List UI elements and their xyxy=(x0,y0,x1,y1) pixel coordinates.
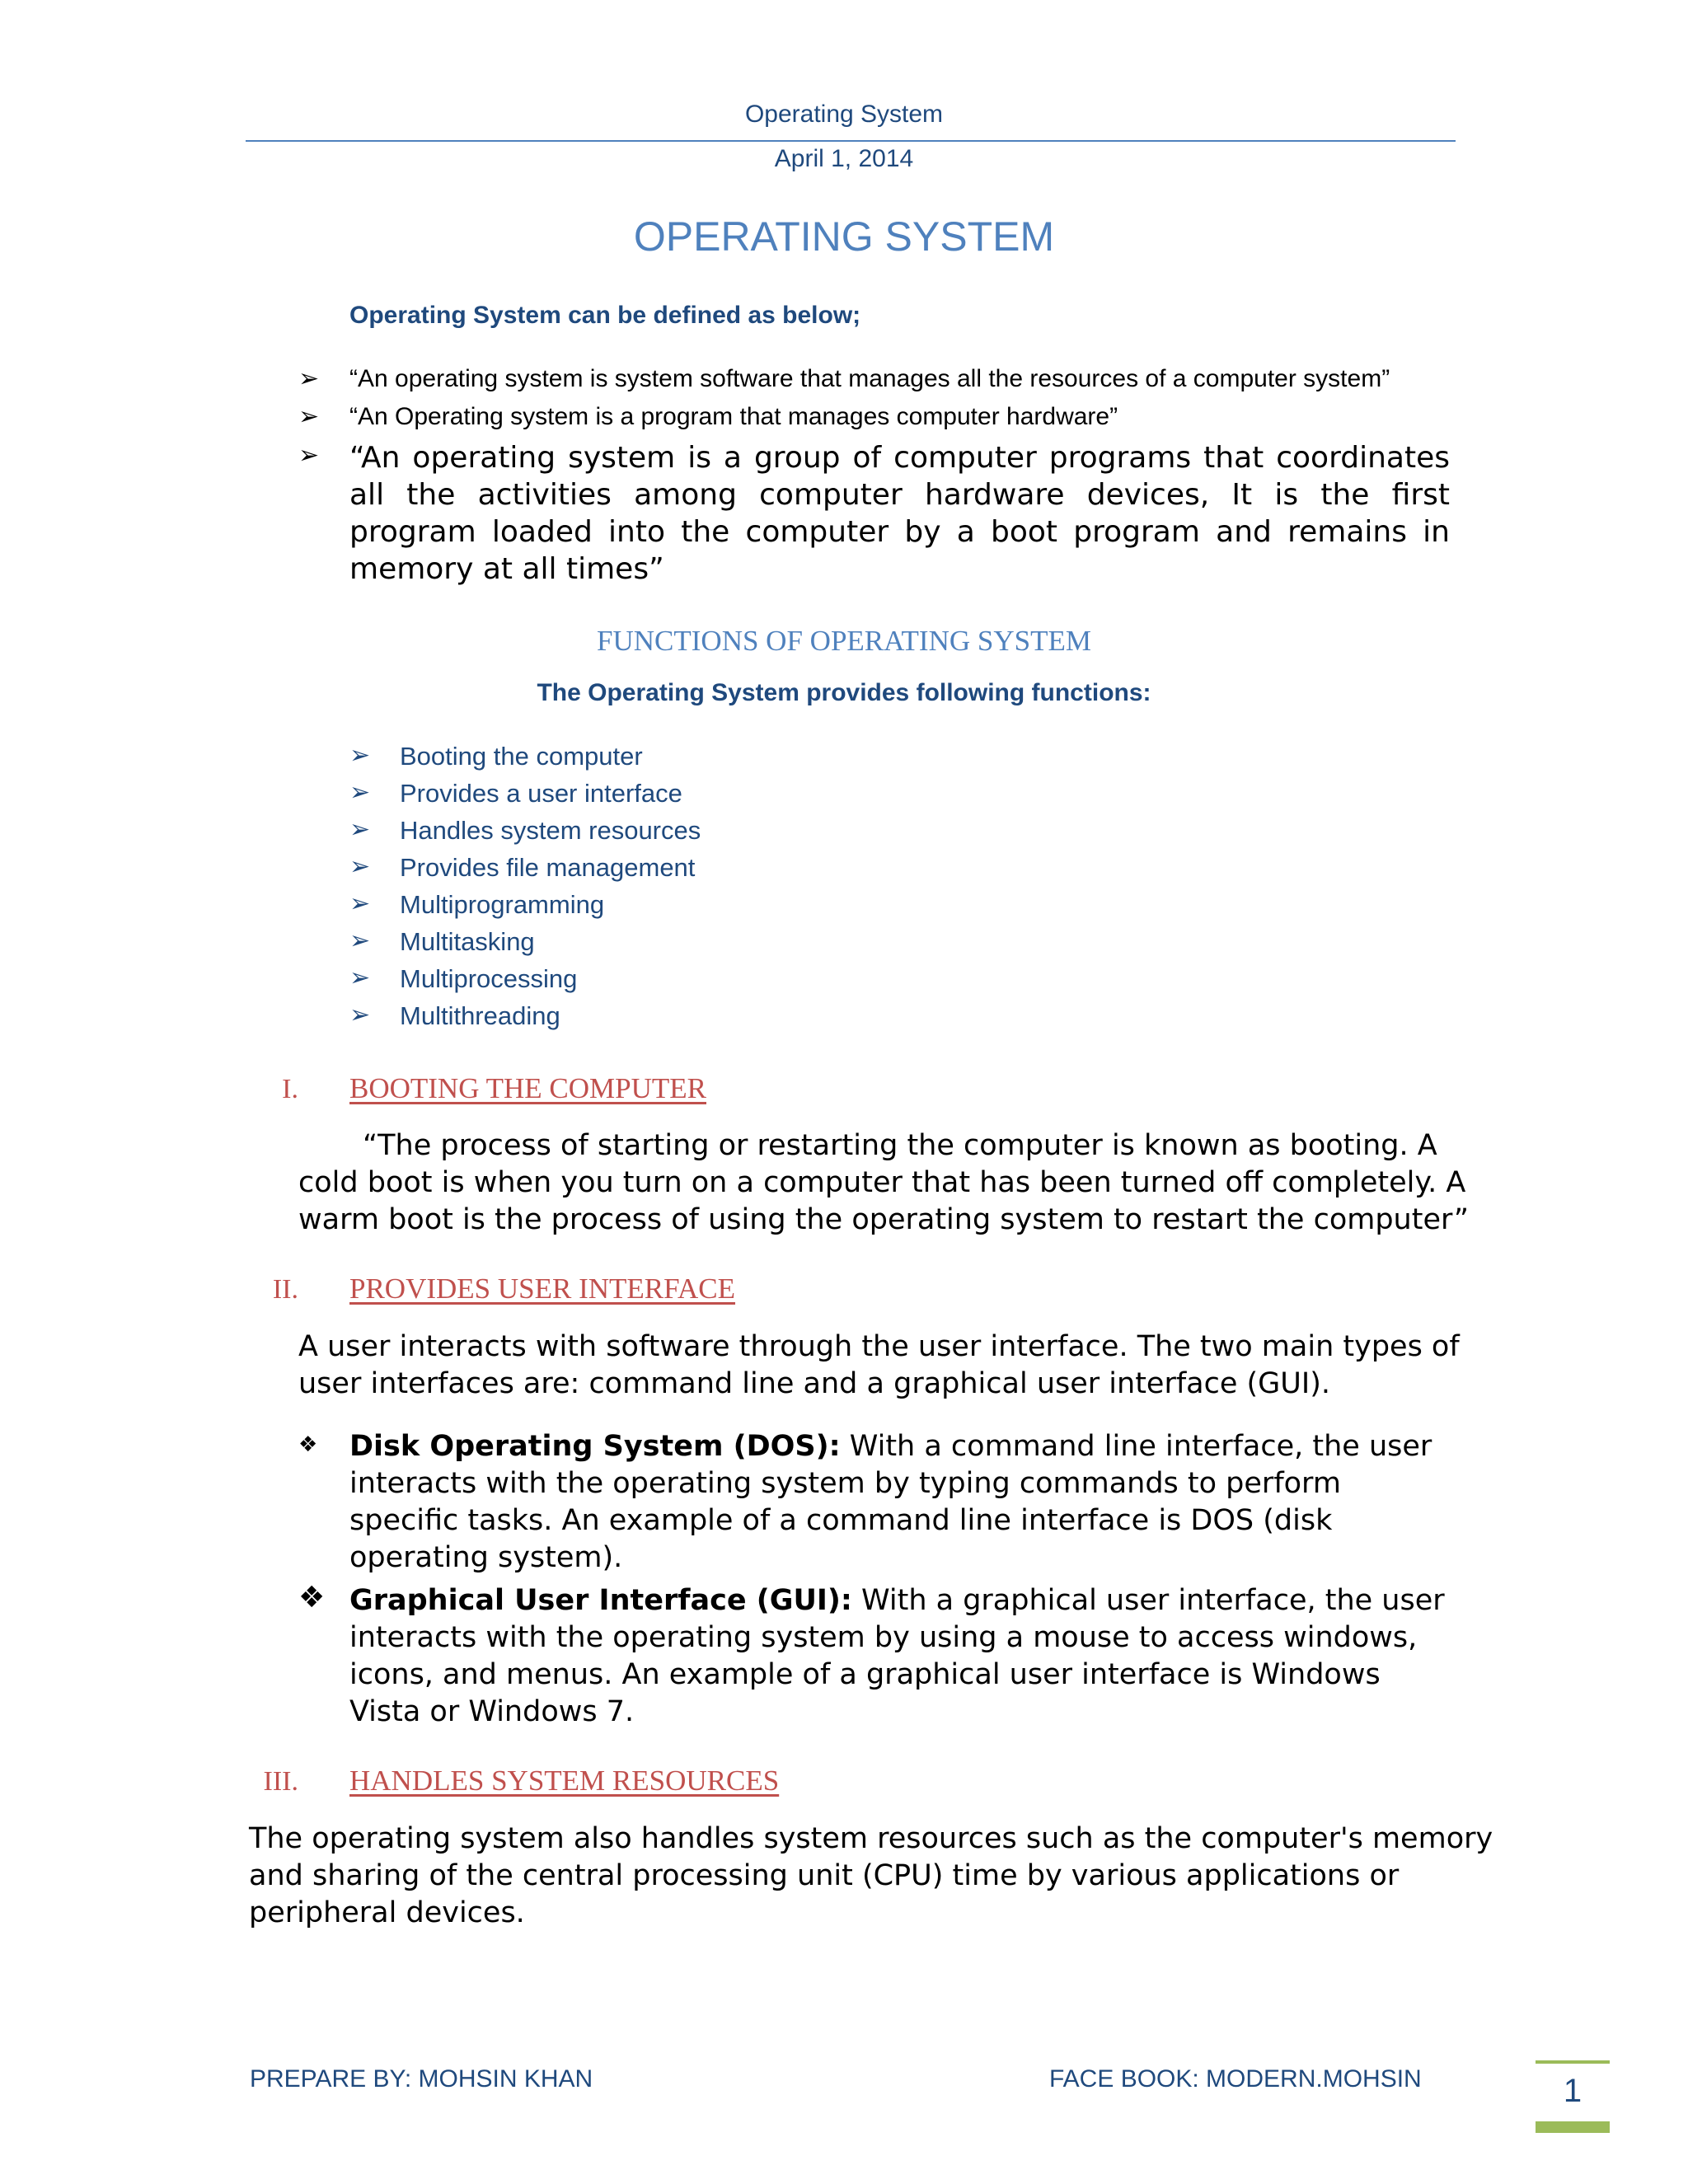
running-header-date: April 1, 2014 xyxy=(774,145,914,172)
function-item: Multithreading xyxy=(400,1001,560,1030)
arrow-bullet-icon: ➢ xyxy=(349,889,371,918)
section-number: I. xyxy=(282,1074,298,1104)
page-title: OPERATING SYSTEM xyxy=(633,213,1055,260)
page-number: 1 xyxy=(1563,2073,1582,2109)
booting-paragraph-line: cold boot is when you turn on a computer that has been turned off completely. A xyxy=(298,1166,1466,1199)
gui-bullet xyxy=(349,1582,1454,1731)
functions-subheading: The Operating System provides following functions: xyxy=(537,679,1151,706)
resources-paragraph-line: The operating system also handles system resources such as the computer's memory xyxy=(249,1822,1493,1855)
arrow-bullet-icon: ➢ xyxy=(349,852,371,881)
gui-term: Graphical User Interface (GUI): xyxy=(349,1584,852,1617)
functions-heading: FUNCTIONS OF OPERATING SYSTEM xyxy=(597,625,1091,657)
arrow-bullet-icon: ➢ xyxy=(298,441,320,470)
ui-paragraph-line: A user interacts with software through the user interface. The two main types of xyxy=(298,1330,1460,1363)
gui-description: With a graphical user interface, the user interacts with the operating system by using a mouse to access windows, icons, and menus. An example of a graphical user interface is Windows Vista or Windows 7. xyxy=(349,1584,1445,1728)
dos-bullet xyxy=(349,1428,1454,1577)
section-heading-system-resources: HANDLES SYSTEM RESOURCES xyxy=(349,1765,780,1797)
booting-paragraph-line: “The process of starting or restarting the computer is known as booting. A xyxy=(363,1129,1437,1162)
function-item: Multiprocessing xyxy=(400,964,578,993)
running-header-title: Operating System xyxy=(744,101,944,128)
booting-paragraph-line: warm boot is the process of using the operating system to restart the computer” xyxy=(298,1203,1469,1236)
resources-paragraph-line: peripheral devices. xyxy=(249,1896,525,1929)
diamond-bullet-icon: ❖ xyxy=(298,1432,318,1457)
section-heading-booting: BOOTING THE COMPUTER xyxy=(349,1072,706,1104)
page-number-top-rule xyxy=(1536,2060,1610,2064)
function-item: Handles system resources xyxy=(400,816,701,845)
arrow-bullet-icon: ➢ xyxy=(349,963,371,992)
page-number-bottom-bar xyxy=(1536,2121,1610,2133)
definition-1: “An operating system is system software that manages all the resources of a computer system” xyxy=(349,365,1390,392)
section-heading-user-interface: PROVIDES USER INTERFACE xyxy=(349,1272,736,1305)
definitions-heading: Operating System can be defined as below; xyxy=(349,302,861,329)
arrow-bullet-icon: ➢ xyxy=(349,741,371,770)
function-item: Booting the computer xyxy=(400,742,643,771)
arrow-bullet-icon: ➢ xyxy=(349,815,371,844)
arrow-bullet-icon: ➢ xyxy=(298,402,320,431)
footer-author: PREPARE BY: MOHSIN KHAN xyxy=(250,2065,593,2093)
header-divider xyxy=(246,140,1456,142)
dos-term: Disk Operating System (DOS): xyxy=(349,1430,841,1463)
arrow-bullet-icon: ➢ xyxy=(349,1001,371,1029)
footer-facebook: FACE BOOK: MODERN.MOHSIN xyxy=(1049,2065,1422,2093)
definition-3: “An operating system is a group of computer programs that coordinates all the activities among computer hardware devices, It is the first program loaded into the computer by a boot program and remains in memory at all times” xyxy=(349,441,1450,586)
function-item: Multitasking xyxy=(400,927,535,956)
ui-paragraph-line: user interfaces are: command line and a graphical user interface (GUI). xyxy=(298,1367,1331,1400)
section-number: II. xyxy=(272,1274,298,1305)
definition-2: “An Operating system is a program that manages computer hardware” xyxy=(349,403,1118,430)
resources-paragraph-line: and sharing of the central processing unit (CPU) time by various applications or xyxy=(249,1859,1400,1892)
function-item: Provides a user interface xyxy=(400,779,682,808)
arrow-bullet-icon: ➢ xyxy=(298,364,320,393)
section-number: III. xyxy=(263,1766,298,1797)
function-item: Provides file management xyxy=(400,853,696,882)
diamond-bullet-icon: ❖ xyxy=(298,1581,326,1615)
function-item: Multiprogramming xyxy=(400,890,605,919)
arrow-bullet-icon: ➢ xyxy=(349,778,371,807)
arrow-bullet-icon: ➢ xyxy=(349,926,371,955)
dos-description: With a command line interface, the user interacts with the operating system by typing commands to perform specific tasks. An example of a command line interface is DOS (disk operating system). xyxy=(349,1430,1432,1574)
